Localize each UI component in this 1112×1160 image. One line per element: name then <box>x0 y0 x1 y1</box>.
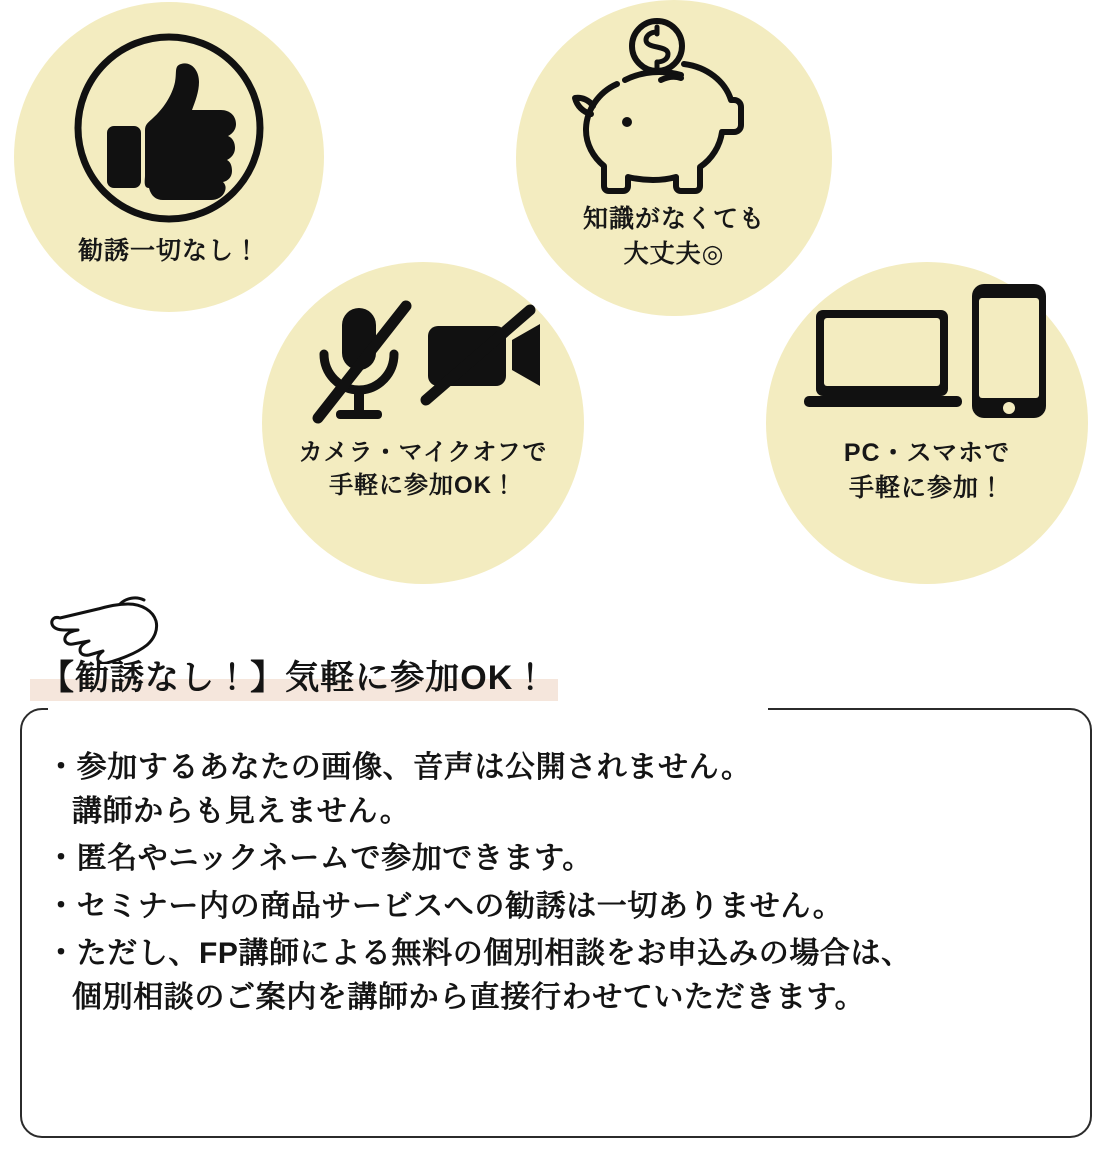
feature-caption <box>844 436 1010 505</box>
list-item <box>46 885 1066 929</box>
feature-caption-line1: PC・スマホで <box>843 439 1011 467</box>
notice-heading: 【勧誘なし！】気軽に参加OK！ <box>30 650 558 701</box>
list-item-main: ・参加するあなたの画像、音声は公開されません。 <box>46 751 752 784</box>
feature-caption-line2: 手軽に参加OK！ <box>329 472 517 500</box>
feature-circle-no-solicitation <box>14 2 324 312</box>
list-item <box>46 932 1066 1019</box>
mic-camera-off-icon <box>298 300 548 430</box>
feature-caption: 勧誘一切なし！ <box>77 237 260 265</box>
feature-circle-pc-smartphone <box>766 262 1088 584</box>
laptop-smartphone-icon <box>802 282 1052 422</box>
feature-caption <box>583 202 765 271</box>
list-item <box>46 746 1066 833</box>
notice-section <box>20 659 1092 1140</box>
feature-caption <box>299 436 548 502</box>
feature-caption-line2: 大丈夫◎ <box>623 239 725 268</box>
list-item-main: ・匿名やニックネームで参加できます。 <box>46 842 593 875</box>
list-item-sub: 講師からも見えません。 <box>72 794 411 828</box>
feature-circle-no-knowledge-needed <box>516 0 832 316</box>
feature-caption-line2: 手軽に参加！ <box>848 473 1005 502</box>
feature-circle-camera-mic-off <box>262 262 584 584</box>
notice-list <box>46 746 1066 1023</box>
feature-caption-line1: 知識がなくても <box>582 205 765 233</box>
piggy-bank-icon <box>569 18 779 198</box>
thumbs-up-icon <box>71 30 267 226</box>
list-item <box>46 837 1066 881</box>
list-item-main: ・セミナー内の商品サービスへの勧誘は一切ありません。 <box>46 889 844 923</box>
feature-caption-line1: カメラ・マイクオフで <box>298 439 548 466</box>
list-item-sub: 個別相談のご案内を講師から直接行わせていただきます。 <box>72 980 866 1014</box>
list-item-main: ・ただし、FP講師による無料の個別相談をお申込みの場合は、 <box>46 937 912 970</box>
notice-heading-group <box>30 650 558 701</box>
